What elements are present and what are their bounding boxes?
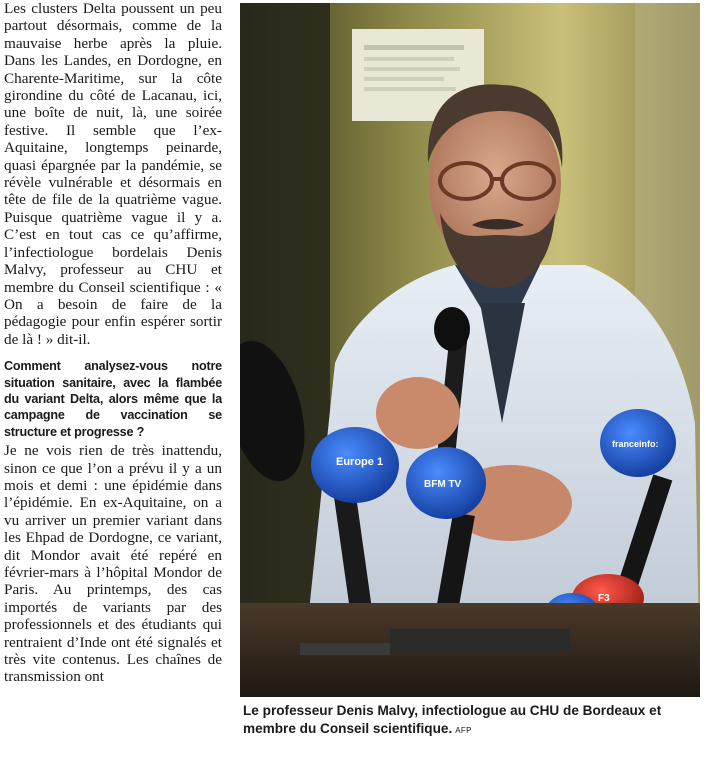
mic-label-bfmtv: BFM TV [424, 479, 462, 490]
article-column [4, 0, 222, 686]
photo-caption [243, 702, 703, 740]
mic-label-f3: F3 [598, 593, 610, 604]
article-intro: Les clusters Delta poussent un peu partout désormais, comme de la mauvaise herbe après la pluie. Dans les Landes, en Dordogne, en Charente-Maritime, sur la côte girondine du côté de Lacanau, ici, une boîte de nuit, là, une soirée festive. Il semble que l’ex-Aquitaine, longtemps peinarde, quasi épargnée par la pandémie, se révèle vulnérable et désormais en tête de file de la quatrième vague. Puisque quatrième vague il y a. C’est en tout cas ce qu’affirme, l’infectiologue bordelais Denis Malvy, professeur au CHU et membre du Conseil scientifique : « On a besoin de faire de la pédagogie pour enfin espérer sortir de là ! » dit-il. [4, 0, 222, 348]
photo-credit: AFP [455, 726, 472, 735]
mic-label-europe1: Europe 1 [336, 456, 384, 468]
interview-question: Comment analysez-vous notre situation sanitaire, avec la flambée du variant Delta, alors même que la campagne de vaccination se structure et progresse ? [4, 359, 222, 439]
caption-text: Le professeur Denis Malvy, infectiologue au CHU de Bordeaux et membre du Conseil scientifique. [243, 703, 662, 736]
interview-answer: Je ne vois rien de très inattendu, sinon ce que l’on a prévu il y a un mois et demi : une épidémie dans l’épidémie. En ex-Aquitaine, on a vu arriver un premier variant dans les Ehpad de Dordogne, ce variant, dit Mondor avait été repéré en février-mars à l’hôpital Mondor de Paris. Au printemps, des cas importés de variants par des professionnels et des étudiants qui rentraient d’Inde ont été signalés et très vite contenus. Les chaînes de transmission ont [4, 442, 222, 686]
mic-label-franceinfo: franceinfo: [612, 439, 659, 449]
press-photo [240, 3, 700, 697]
